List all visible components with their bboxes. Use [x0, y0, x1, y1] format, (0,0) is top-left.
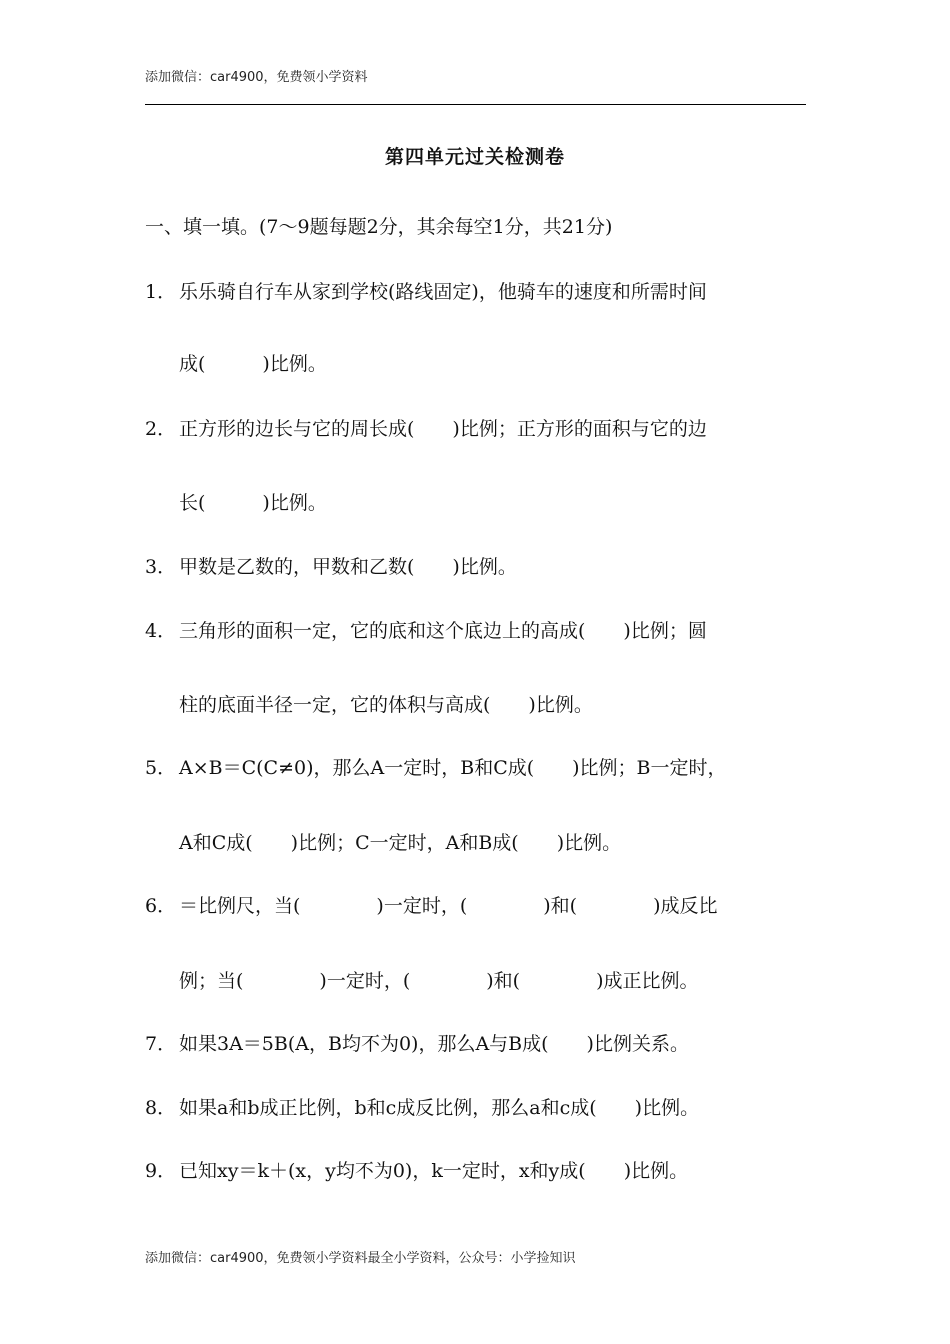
question-number: 8．: [145, 1097, 177, 1119]
question-number: 7．: [145, 1033, 177, 1055]
question-line: 柱的底面半径一定，它的体积与高成( )比例。: [179, 694, 593, 716]
question-line: 已知xy＝k＋(x，y均不为0)，k一定时，x和y成( )比例。: [179, 1160, 689, 1182]
question-line: 乐乐骑自行车从家到学校(路线固定)，他骑车的速度和所需时间: [179, 281, 707, 303]
question-line: 三角形的面积一定，它的底和这个底边上的高成( )比例；圆: [179, 620, 707, 642]
question-number: 4．: [145, 620, 177, 642]
question-line: A×B＝C(C≠0)，那么A一定时，B和C成( )比例；B一定时，: [179, 757, 727, 779]
question-line: ＝比例尺，当( )一定时，( )和( )成反比: [179, 895, 718, 917]
question-line: 如果a和b成正比例，b和c成反比例，那么a和c成( )比例。: [179, 1097, 700, 1119]
question-number: 2．: [145, 418, 177, 440]
page-header: 添加微信：car4900，免费领小学资料: [145, 70, 368, 85]
question-number: 6．: [145, 895, 177, 917]
question-line: A和C成( )比例；C一定时，A和B成( )比例。: [179, 832, 622, 854]
page-footer: 添加微信：car4900，免费领小学资料最全小学资料，公众号：小学捡知识: [145, 1251, 576, 1266]
question-number: 1．: [145, 281, 177, 303]
question-line: 甲数是乙数的，甲数和乙数( )比例。: [179, 556, 517, 578]
question-line: 成( )比例。: [179, 353, 327, 375]
question-line: 正方形的边长与它的周长成( )比例；正方形的面积与它的边: [179, 418, 707, 440]
question-number: 9．: [145, 1160, 177, 1182]
question-line: 如果3A＝5B(A，B均不为0)，那么A与B成( )比例关系。: [179, 1033, 689, 1055]
section-heading: 一、填一填。(7～9题每题2分，其余每空1分，共21分): [145, 216, 613, 238]
header-divider: [145, 104, 806, 105]
question-line: 例；当( )一定时，( )和( )成正比例。: [179, 970, 699, 992]
question-number: 3．: [145, 556, 177, 578]
question-number: 5．: [145, 757, 177, 779]
question-line: 长( )比例。: [179, 492, 327, 514]
page-title: 第四单元过关检测卷: [384, 146, 565, 168]
